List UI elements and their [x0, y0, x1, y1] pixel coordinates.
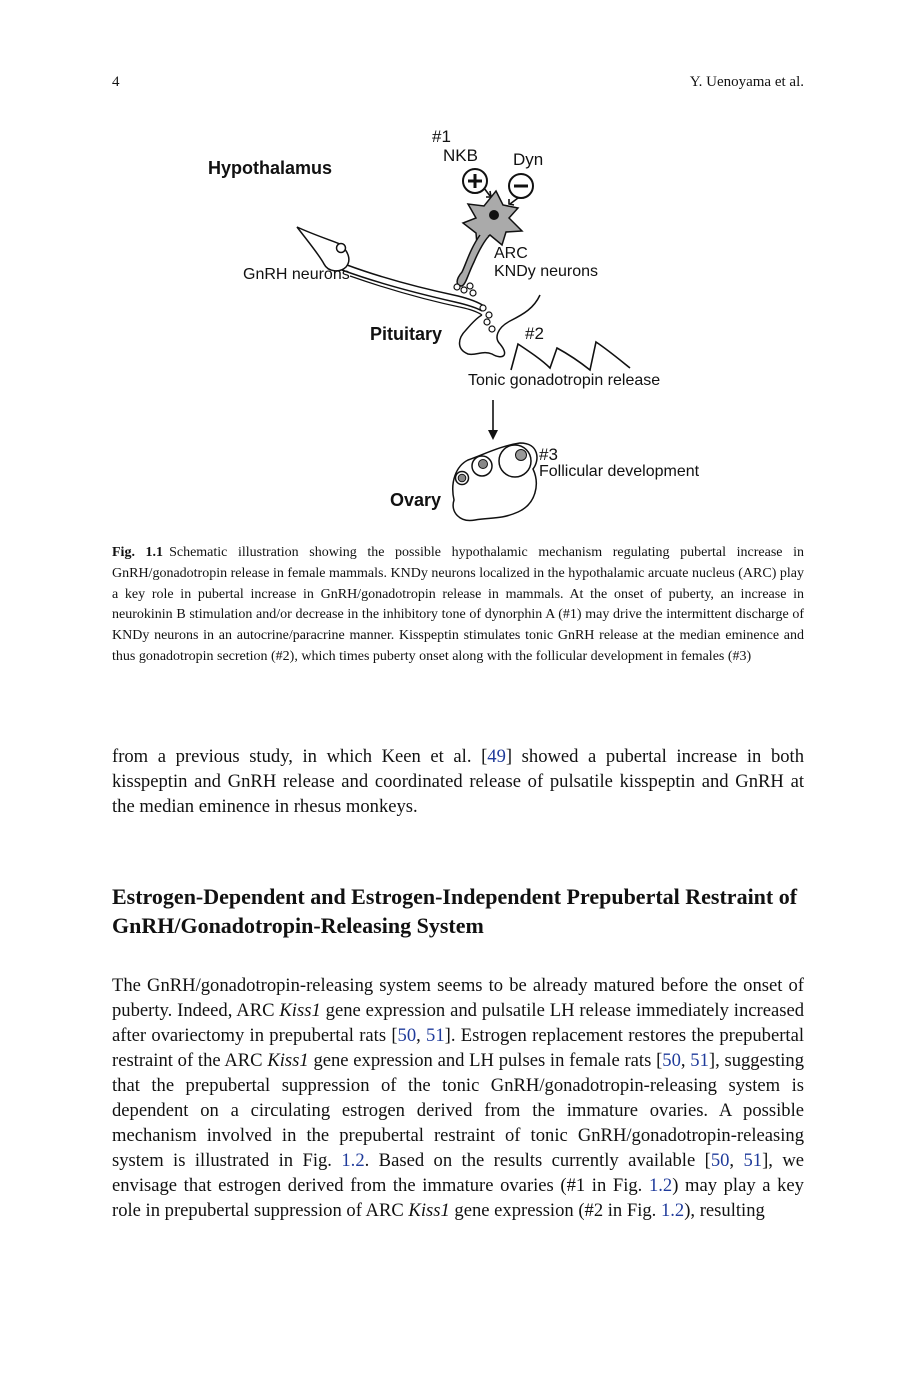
- label-marker-3: #3: [539, 445, 558, 464]
- pulse-trace: [511, 342, 630, 370]
- label-dyn: Dyn: [513, 150, 544, 169]
- label-arc: ARC: [494, 245, 528, 262]
- text-run: ,: [680, 1050, 691, 1071]
- reference-link[interactable]: 51: [743, 1150, 763, 1171]
- text-run: gene expression and LH pulses in female rats [: [308, 1050, 663, 1071]
- text-run: ,: [416, 1025, 427, 1046]
- text-run: from a previous study, in which Keen et al. [: [112, 746, 488, 767]
- text-run: ] showed a pubertal increase in both kisspeptin and GnRH release and coordinated release of pulsatile kisspeptin and GnRH at the median eminence in rhesus monkeys.: [112, 746, 805, 817]
- running-head: Y. Uenoyama et al.: [689, 74, 804, 90]
- text-run: ], we envisage that estrogen derived from the immature ovaries (#1 in Fig.: [112, 1150, 805, 1196]
- label-follicular-development: Follicular development: [539, 463, 700, 480]
- dyn-inhibition-symbol: [509, 174, 533, 205]
- reference-link[interactable]: 51: [690, 1050, 709, 1071]
- reference-link[interactable]: 50: [662, 1050, 681, 1071]
- label-hypothalamus: Hypothalamus: [208, 158, 333, 178]
- label-kndy-neurons: KNDy neurons: [494, 263, 599, 280]
- section-heading: Estrogen-Dependent and Estrogen-Independent Prepubertal Restraint of GnRH/Gonadotropin-Releasing System: [112, 884, 798, 938]
- figure-caption: [112, 543, 804, 668]
- figure-link[interactable]: 1.2: [648, 1175, 673, 1196]
- reference-link[interactable]: 51: [426, 1025, 445, 1046]
- label-tonic-release: Tonic gonadotropin release: [468, 372, 661, 389]
- figure-1-1: [200, 124, 730, 529]
- gene-name: Kiss1: [279, 1000, 321, 1021]
- label-marker-1: #1: [432, 127, 451, 146]
- figure-diagram: [200, 124, 730, 529]
- text-run: ]. Estrogen replacement restores the prepubertal restraint of the ARC: [112, 1025, 804, 1071]
- label-nkb: NKB: [443, 146, 478, 165]
- gene-name: Kiss1: [408, 1200, 450, 1221]
- text-run: ) may play a key role in prepubertal suppression of ARC: [112, 1175, 804, 1221]
- label-gnrh-neurons: GnRH neurons: [243, 266, 350, 283]
- caption-text: Schematic illustration showing the possible hypothalamic mechanism regulating pubertal increase in GnRH/gonadotropin release in female mammals. KNDy neurons localized in the hypothalamic arcuate nucleus (ARC) play a key role in pubertal increase in GnRH/gonadotropin release in mammals. At the onset of puberty, an increase in neurokinin B stimulation and/or decrease in the inhibitory tone of dynorphin A (#1) may drive the intermittent discharge of KNDy neurons in an autocrine/paracrine manner. Kisspeptin stimulates tonic GnRH release at the median eminence and thus gonadotropin secretion (#2), which times puberty onset along with the follicular development in females (#3): [112, 545, 804, 664]
- reference-link[interactable]: 50: [397, 1025, 417, 1046]
- label-marker-2: #2: [525, 324, 544, 343]
- nkb-stimulation-symbol: [463, 169, 491, 197]
- arrow-down-icon: [488, 400, 498, 440]
- text-run: . Based on the results currently available [: [364, 1150, 711, 1171]
- label-ovary: Ovary: [390, 490, 442, 510]
- figure-link[interactable]: 1.2: [341, 1150, 365, 1171]
- text-run: ,: [729, 1150, 744, 1171]
- text-run: ], suggesting that the prepubertal suppression of the tonic GnRH/gonadotropin-releasing system is dependent on a circulating estrogen derived from the immature ovaries. A possible mechanism involved in the prepubertal restraint of tonic GnRH/gonadotropin-releasing system is illustrated in Fig.: [112, 1050, 805, 1171]
- reference-link[interactable]: 50: [710, 1150, 730, 1171]
- figure-link[interactable]: 1.2: [660, 1200, 685, 1221]
- ovary: [453, 443, 537, 520]
- paragraph-2: [112, 973, 804, 1223]
- text-run: The GnRH/gonadotropin-releasing system seems to be already matured before the onset of puberty. Indeed, ARC: [112, 975, 804, 1021]
- caption-label: Fig. 1.1: [112, 545, 164, 560]
- paragraph-1: [112, 744, 804, 819]
- text-run: gene expression (#2 in Fig.: [449, 1200, 661, 1221]
- page-number: 4: [112, 74, 120, 90]
- text-run: gene expression and pulsatile LH release immediately increased after ovariectomy in prepubertal rats [: [112, 1000, 804, 1046]
- gene-name: Kiss1: [267, 1050, 309, 1071]
- reference-link[interactable]: 49: [487, 746, 506, 767]
- text-run: ), resulting: [684, 1200, 765, 1221]
- label-pituitary: Pituitary: [370, 324, 443, 344]
